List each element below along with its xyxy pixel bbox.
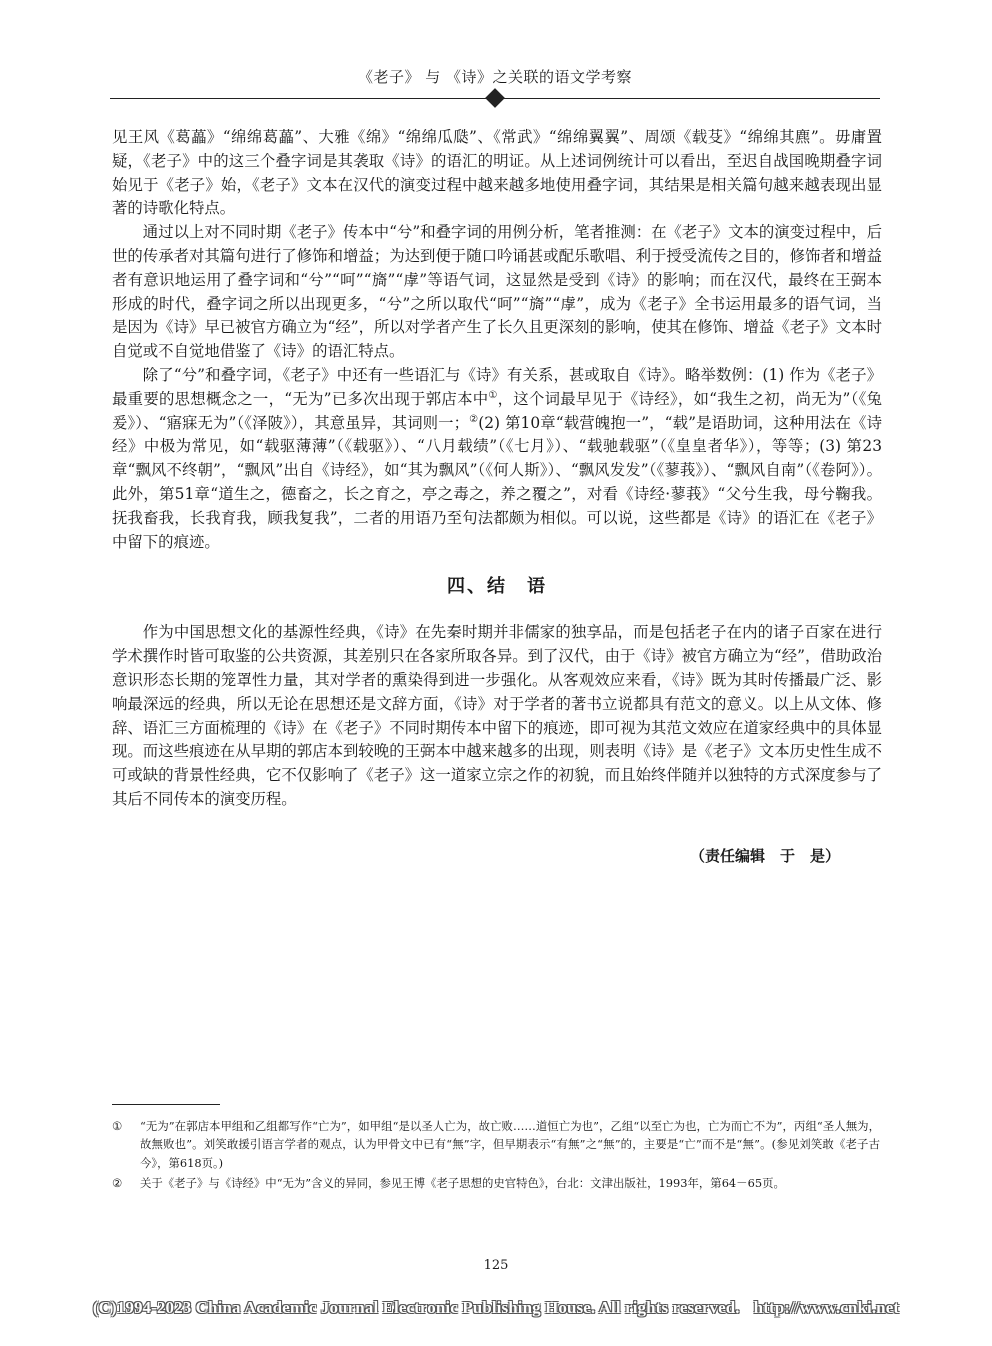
body-paragraph-3 (112, 364, 882, 554)
body-paragraph-1: 见王风《葛藟》“绵绵葛藟”、大雅《绵》“绵绵瓜瓞”、《常武》“绵绵翼翼”、周颂《载芟》“绵绵其麃”。毋庸置疑，《老子》中的这三个叠字词是其袭取《诗》的语汇的明证。从上述词例统计可以看出，至迟自战国晚期叠字词始见于《老子》始，《老子》文本在汉代的演变过程中越来越多地使用叠字词，其结果是相关篇句越来越表现出显著的诗歌化特点。 (112, 128, 882, 218)
footnote-2-mark: ② (112, 1176, 123, 1191)
paragraph-3-part-a: 除了“兮”和叠字词，《老子》中还有一些语汇与《诗》有关系，甚或取自《诗》。略举数例：(1) 作为《老子》最重要的思想概念之一，“无为”已多次出现于郭店本中 (112, 365, 882, 408)
header-diamond-ornament (485, 88, 505, 108)
body-paragraph-2: 通过以上对不同时期《老子》传本中“兮”和叠字词的用例分析，笔者推测：在《老子》文本的演变过程中，后世的传承者对其篇句进行了修饰和增益；为达到便于随口吟诵甚或配乐歌唱、利于授受流传之目的，修饰者和增益者有意识地运用了叠字词和“兮”“呵”“旖”“虖”等语气词，这显然是受到《诗》的影响；而在汉代，最终在王弼本形成的时代，叠字词之所以出现更多，“兮”之所以取代“呵”“旖”“虖”，成为《老子》全书运用最多的语气词，当是因为《诗》早已被官方确立为“经”，所以对学者产生了长久且更深刻的影响，使其在修饰、增益《老子》文本时自觉或不自觉地借鉴了《诗》的语汇特点。 (112, 223, 882, 361)
running-header: 《老子》 与 《诗》之关联的语文学考察 (357, 68, 633, 86)
section-title: 四、结 语 (447, 576, 547, 598)
footnote-ref-1[interactable]: ① (488, 389, 498, 401)
footnotes (112, 1117, 880, 1195)
responsible-editor: （责任编辑 于 是） (689, 846, 840, 865)
conclusion-paragraph: 作为中国思想文化的基源性经典，《诗》在先秦时期并非儒家的独享品，而是包括老子在内的诸子百家在进行学术撰作时皆可取鉴的公共资源，其差别只在各家所取各异。到了汉代，由于《诗》被官方确立为“经”，借助政治意识形态长期的笼罩性力量，其对学者的熏染得到进一步强化。从客观效应来看，《诗》既为其时传播最广泛、影响最深远的经典，所以无论在思想还是文辞方面，《诗》对于学者的著书立说都具有范文的意义。以上从文体、修辞、语汇三方面梳理的《诗》在《老子》不同时期传本中留下的痕迹，即可视为其范文效应在道家经典中的具体显现。而这些痕迹在从早期的郭店本到较晚的王弼本中越来越多的出现，则表明《诗》是《老子》文本历史性生成不可或缺的背景性经典，它不仅影响了《老子》这一道家立宗之作的初貌，而且始终伴随并以独特的方式深度参与了其后不同传本的演变历程。 (112, 623, 882, 808)
article-body (112, 126, 882, 866)
footnote-rule (112, 1104, 220, 1105)
cnki-link[interactable]: http://www.cnki.net (753, 1298, 900, 1317)
footnote-2-text: 关于《老子》与《诗经》中“无为”含义的异同，参见王博《老子思想的史官特色》，台北：文津出版社，1993年，第64－65页。 (140, 1176, 785, 1191)
paragraph-3-part-c: (2) 第10章“载营魄抱一”，“载”是语助词，这种用法在《诗经》中极为常见，如“载驱薄薄”（《载驱》）、“八月载绩”（《七月》）、“载驰载驱”（《皇皇者华》），等等；(3) 第23章“飘风不终朝”，“飘风”出自《诗经》，如“其为飘风”（《何人斯》）、“飘风发发”（《蓼莪》）、“飘风自南”（《卷阿》）。此外，第51章“道生之，德畜之，长之育之，亭之毒之，养之覆之”，对看《诗经·蓼莪》“父兮生我，母兮鞠我。抚我畜我，长我育我，顾我复我”，二者的用语乃至句法都颇为相似。可以说，这些都是《诗》的语汇在《老子》中留下的痕迹。 (112, 413, 882, 551)
copyright-text: (C)1994-2023 China Academic Journal Electronic Publishing House. All rights reserved. (92, 1298, 740, 1317)
footnote-1 (112, 1117, 880, 1172)
page-number: 125 (483, 1258, 509, 1273)
footnote-1-mark: ① (112, 1119, 123, 1133)
copyright-watermark (0, 1298, 992, 1318)
footnote-1-text: “无为”在郭店本甲组和乙组都写作“亡为”，如甲组“是以圣人亡为，故亡败……道恒亡为也”，乙组“以至亡为也，亡为而亡不为”，丙组“圣人無为，故無败也”。刘笑敢援引语言学者的观点，认为甲骨文中已有“無”字，但早期表示“有無”之“無”的，主要是“亡”而不是“無”。(参见刘笑敢《老子古今》，第618页。) (140, 1119, 880, 1170)
paragraph-3-part-b: ，这个词最早见于《诗经》，如“我生之初，尚无为”（《兔爰》）、“寤寐无为”（《泽陂》），其意虽异，其词则一； (112, 389, 882, 432)
footnote-ref-2[interactable]: ② (469, 413, 479, 425)
footnote-2 (112, 1174, 880, 1192)
